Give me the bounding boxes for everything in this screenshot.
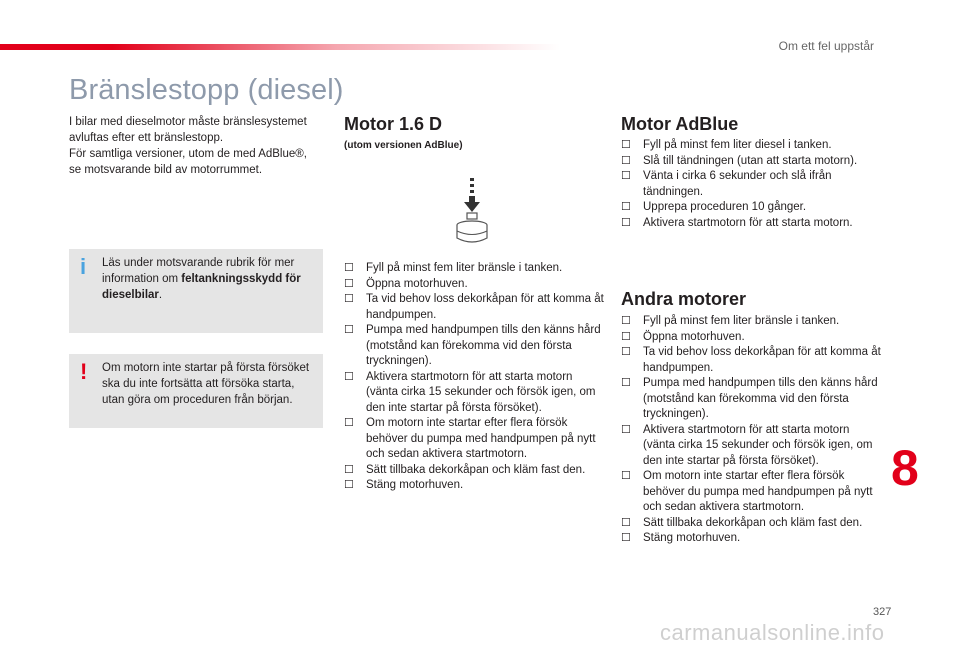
step-item	[621, 345, 883, 376]
step-text: Aktivera startmotorn för att starta motorn.	[643, 216, 853, 229]
checkbox-icon: ☐	[621, 423, 631, 436]
watermark: carmanualsonline.info	[660, 620, 885, 645]
step-text: Aktivera startmotorn för att starta motorn (vänta cirka 15 sekunder och försök igen, om den inte startar på första försöket).	[643, 423, 873, 467]
step-item	[621, 330, 883, 346]
step-item	[344, 370, 606, 417]
step-text: Öppna motorhuven.	[643, 330, 745, 343]
step-text: Ta vid behov loss dekorkåpan för att komma åt handpumpen.	[366, 293, 604, 321]
checkbox-icon: ☐	[621, 532, 631, 544]
hand-pump-icon	[452, 176, 492, 246]
intro-line: avluftas efter ett bränslestopp.	[69, 132, 224, 144]
step-text: Stäng motorhuven.	[366, 479, 464, 491]
page-number: 327	[873, 606, 892, 618]
header-accent-bar	[0, 44, 560, 50]
step-text: Sätt tillbaka dekorkåpan och kläm fast den.	[643, 516, 863, 529]
motor-16d-heading: Motor 1.6 D	[344, 114, 443, 134]
other-motors-steps	[621, 314, 883, 547]
step-text: Pumpa med handpumpen tills den känns hård (motstånd kan förekomma vid den första tryckningen).	[366, 324, 601, 367]
step-item	[621, 469, 883, 516]
step-text: Sätt tillbaka dekorkåpan och kläm fast den.	[366, 463, 586, 476]
motor-16d-steps	[344, 261, 606, 494]
checkbox-icon: ☐	[344, 277, 354, 290]
checkbox-icon: ☐	[344, 293, 354, 305]
motor-adblue-heading: Motor AdBlue	[621, 114, 739, 134]
info-box	[69, 249, 323, 333]
step-text: Upprepa proceduren 10 gånger.	[643, 201, 807, 213]
step-item	[344, 478, 606, 494]
step-item	[344, 261, 606, 277]
checkbox-icon: ☐	[344, 463, 354, 476]
section-label: Om ett fel uppstår	[778, 39, 874, 53]
checkbox-icon: ☐	[621, 154, 631, 167]
step-item	[344, 277, 606, 293]
step-item	[344, 463, 606, 479]
step-text: Slå till tändningen (utan att starta motorn).	[643, 154, 858, 167]
step-item	[621, 314, 883, 330]
checkbox-icon: ☐	[621, 330, 631, 343]
step-text: Stäng motorhuven.	[643, 532, 741, 544]
checkbox-icon: ☐	[621, 315, 631, 327]
step-item	[621, 154, 883, 170]
step-text: Pumpa med handpumpen tills den känns hård (motstånd kan förekomma vid den första tryckningen).	[643, 377, 878, 420]
step-text: Fyll på minst fem liter bränsle i tanken.	[366, 262, 563, 274]
step-item	[621, 516, 883, 532]
motor-16d-subheading: (utom versionen AdBlue)	[344, 140, 463, 151]
intro-line: I bilar med dieselmotor måste bränslesystemet	[69, 116, 307, 128]
checkbox-icon: ☐	[621, 346, 631, 358]
checkbox-icon: ☐	[344, 324, 354, 336]
checkbox-icon: ☐	[621, 139, 631, 151]
step-text: Vänta i cirka 6 sekunder och slå ifrån tändningen.	[643, 170, 832, 198]
warning-text: Om motorn inte startar på första försöket ska du inte fortsätta att försöka starta, utan göra om proceduren från början.	[102, 362, 310, 406]
step-item	[621, 376, 883, 423]
other-motors-heading: Andra motorer	[621, 289, 747, 309]
checkbox-icon: ☐	[344, 479, 354, 491]
step-text: Ta vid behov loss dekorkåpan för att komma åt handpumpen.	[643, 346, 881, 374]
checkbox-icon: ☐	[621, 216, 631, 229]
step-item	[621, 531, 883, 547]
step-text: Om motorn inte startar efter flera försök behöver du pumpa med handpumpen på nytt och sedan aktivera startmotorn.	[366, 417, 596, 460]
step-item	[621, 216, 883, 232]
checkbox-icon: ☐	[344, 417, 354, 429]
checkbox-icon: ☐	[621, 201, 631, 213]
info-icon: i	[80, 254, 87, 279]
step-item	[621, 423, 883, 470]
step-item	[344, 323, 606, 370]
step-item	[344, 416, 606, 463]
info-bold-text: feltankningsskydd för dieselbilar	[102, 273, 301, 301]
page-title: Bränslestopp (diesel)	[69, 74, 344, 106]
step-item	[621, 138, 883, 154]
warning-icon: !	[80, 359, 88, 384]
intro-paragraph	[69, 114, 329, 178]
chapter-number: 8	[891, 440, 919, 496]
intro-line: se motsvarande bild av motorrummet.	[69, 164, 263, 176]
checkbox-icon: ☐	[344, 262, 354, 274]
step-text: Om motorn inte startar efter flera försök behöver du pumpa med handpumpen på nytt och sedan aktivera startmotorn.	[643, 470, 873, 513]
motor-adblue-steps	[621, 138, 883, 231]
checkbox-icon: ☐	[621, 516, 631, 529]
step-text: Öppna motorhuven.	[366, 277, 468, 290]
checkbox-icon: ☐	[344, 370, 354, 383]
step-item	[621, 169, 883, 200]
step-text: Fyll på minst fem liter diesel i tanken.	[643, 139, 832, 151]
intro-line: För samtliga versioner, utom de med AdBlue®,	[69, 148, 307, 160]
info-text: Läs under motsvarande rubrik för mer information om	[102, 257, 295, 285]
warning-box	[69, 354, 323, 428]
info-text-end: .	[158, 289, 163, 301]
checkbox-icon: ☐	[621, 170, 631, 182]
step-text: Fyll på minst fem liter bränsle i tanken.	[643, 315, 840, 327]
checkbox-icon: ☐	[621, 470, 631, 482]
step-text: Aktivera startmotorn för att starta motorn (vänta cirka 15 sekunder och försök igen, om den inte startar på första försöket).	[366, 370, 596, 414]
step-item	[621, 200, 883, 216]
step-item	[344, 292, 606, 323]
checkbox-icon: ☐	[621, 377, 631, 389]
